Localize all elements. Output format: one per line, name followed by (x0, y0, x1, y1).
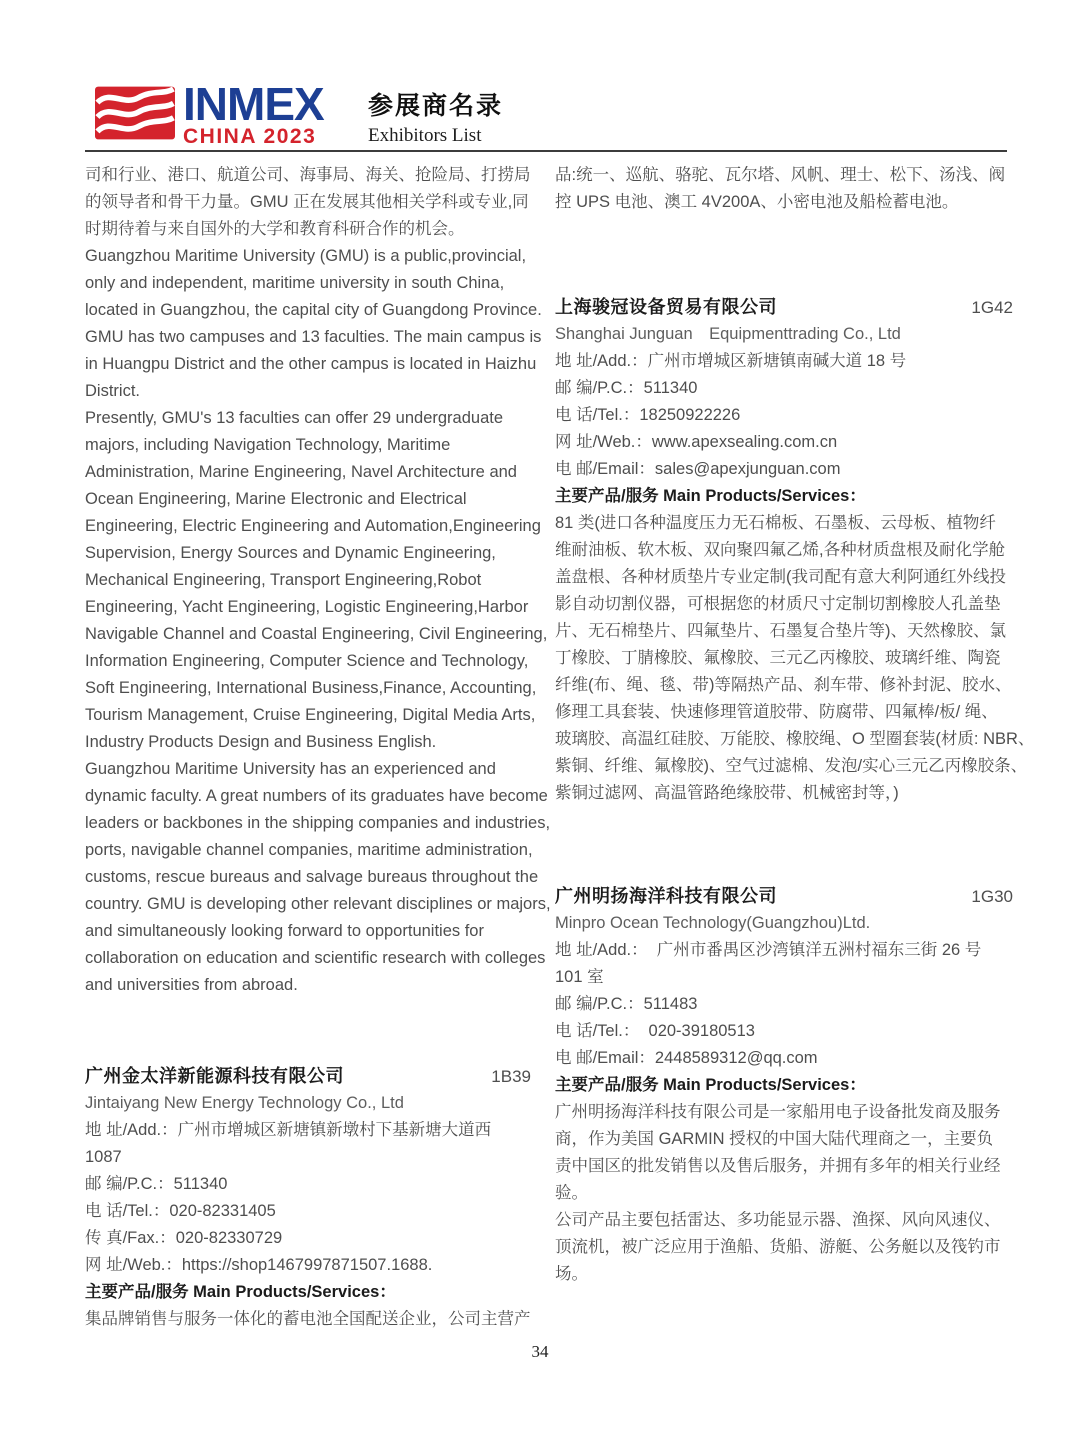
text-line: Engineering, Electric Engineering and Automation,Engineering (85, 517, 541, 535)
text-line: Industry Products Design and Business English. (85, 733, 437, 751)
booth-number: 1G30 (971, 887, 1013, 906)
text-line: Tourism Management, Cruise Engineering, Digital Media Arts, (85, 706, 536, 724)
left-column (85, 162, 551, 1333)
inmex-logo (95, 78, 324, 149)
company-name-en: Shanghai Junguan Equipmenttrading Co., Ltd (555, 325, 901, 343)
exhibitor-entry-minpro (555, 883, 1013, 1288)
text-line: 丁橡胶、丁腈橡胶、氟橡胶、三元乙丙橡胶、玻璃纤维、陶瓷 (555, 649, 1001, 667)
text-line: country. GMU is developing other relevant disciplines or majors, (85, 895, 551, 913)
continued-products-text (555, 162, 1013, 216)
text-line: Guangzhou Maritime University (GMU) is a public,provincial, (85, 247, 527, 265)
text-line: 公司产品主要包括雷达、多功能显示器、渔探、风向风速仪、 (555, 1211, 1001, 1229)
text-line: 电 话/Tel.：020-82331405 (85, 1202, 276, 1220)
document-title (368, 86, 503, 147)
logo-brand: INMEX (183, 78, 324, 130)
text-line: 修理工具套装、快速修理管道胶带、防腐带、四氟棒/板/ 绳、 (555, 703, 998, 721)
main-products-label: 主要产品/服务 Main Products/Services： (555, 1076, 866, 1094)
text-line: 集品牌销售与服务一体化的蓄电池全国配送企业，公司主营产 (85, 1310, 531, 1328)
company-name-cn: 广州金太洋新能源科技有限公司 (85, 1066, 344, 1086)
text-line: Administration, Marine Engineering, Navel Architecture and (85, 463, 517, 481)
company-contact-info (555, 348, 1013, 483)
text-line: Soft Engineering, International Business,Finance, Accounting, (85, 679, 537, 697)
company-name-cn: 广州明扬海洋科技有限公司 (555, 886, 777, 906)
text-line: 紫铜、纤维、氟橡胶)、空气过滤棉、发泡/实心三元乙丙橡胶条、 (555, 757, 1028, 775)
text-line: 控 UPS 电池、澳工 4V200A、小密电池及船检蓄电池。 (555, 193, 959, 211)
text-line: and simultaneously looking forward to opportunities for (85, 922, 484, 940)
text-line: 玻璃胶、高温红硅胶、万能胶、橡胶绳、O 型圈套装(材质: NBR、 (555, 730, 1035, 748)
gmu-profile-text (85, 162, 551, 999)
company-products-text (555, 1099, 1013, 1288)
exhibitor-entry-jintaiyang (85, 1063, 531, 1333)
header-divider (85, 150, 1007, 152)
text-line: GMU has two campuses and 13 faculties. The main campus is (85, 328, 542, 346)
text-line: 地 址/Add.：广州市增城区新塘镇南碱大道 18 号 (555, 352, 907, 370)
booth-number: 1G42 (971, 298, 1013, 317)
text-line: located in Guangzhou, the capital city of Guangdong Province. (85, 301, 542, 319)
text-line: Guangzhou Maritime University has an experienced and (85, 760, 496, 778)
text-line: 传 真/Fax.：020-82330729 (85, 1229, 283, 1247)
logo-sub: CHINA 2023 (183, 125, 317, 148)
text-line: 电 邮/Email：sales@apexjunguan.com (555, 460, 841, 478)
company-name-en: Jintaiyang New Energy Technology Co., Ltd (85, 1094, 404, 1112)
text-line: Ocean Engineering, Marine Electronic and Electrical (85, 490, 467, 508)
text-line: dynamic faculty. A great numbers of its graduates have become (85, 787, 548, 805)
company-header (555, 294, 1013, 321)
text-line: 责中国区的批发销售以及售后服务，并拥有多年的相关行业经 (555, 1157, 1001, 1175)
text-line: District. (85, 382, 140, 400)
text-line: leaders or backbones in the shipping companies and industries, (85, 814, 551, 832)
text-line: Information Engineering, Computer Science and Technology, (85, 652, 529, 670)
text-line: Mechanical Engineering, Transport Engineering,Robot (85, 571, 482, 589)
company-header (85, 1063, 531, 1090)
company-header (555, 883, 1013, 910)
company-products-text (85, 1306, 531, 1333)
page-number: 34 (531, 1342, 549, 1361)
text-line: 盖盘根、各种材质垫片专业定制(我司配有意大利阿通红外线投 (555, 568, 1006, 586)
text-line: 邮 编/P.C.：511340 (85, 1175, 228, 1193)
text-line: only and independent, maritime university in south China, (85, 274, 505, 292)
company-contact-info (555, 937, 1013, 1072)
main-products-label: 主要产品/服务 Main Products/Services： (555, 487, 866, 505)
text-line: 网 址/Web.：https://shop1467997871507.1688. (85, 1256, 433, 1274)
text-line: 验。 (555, 1184, 588, 1202)
waves-icon (95, 84, 175, 142)
text-line: 影自动切割仪器，可根据您的材质尺寸定制切割橡胶人孔盖垫 (555, 595, 1001, 613)
text-line: 司和行业、港口、航道公司、海事局、海关、抢险局、打捞局 (85, 166, 531, 184)
text-line: 电 话/Tel.：18250922226 (555, 406, 741, 424)
text-line: 邮 编/P.C.：511483 (555, 995, 698, 1013)
text-line: 101 室 (555, 968, 604, 986)
text-line: Supervision, Energy Sources and Dynamic Engineering, (85, 544, 496, 562)
text-line: 地 址/Add.：广州市增城区新塘镇新墩村下基新塘大道西 (85, 1121, 492, 1139)
title-english: Exhibitors List (368, 125, 482, 146)
text-line: Presently, GMU's 13 faculties can offer 29 undergraduate (85, 409, 504, 427)
text-line: 的领导者和骨干力量。GMU 正在发展其他相关学科或专业,同 (85, 193, 529, 211)
text-line: 网 址/Web.：www.apexsealing.com.cn (555, 433, 838, 451)
text-line: 1087 (85, 1148, 122, 1166)
text-line: 纤维(布、绳、毯、带)等隔热产品、刹车带、修补封泥、胶水、 (555, 676, 1012, 694)
text-line: and universities from abroad. (85, 976, 298, 994)
text-line: 品:统一、巡航、骆驼、瓦尔塔、风帆、理士、松下、汤浅、阀 (555, 166, 1006, 184)
text-line: in Huangpu District and the other campus is located in Haizhu (85, 355, 537, 373)
exhibitor-entry-junguan (555, 294, 1035, 807)
title-chinese: 参展商名录 (368, 92, 504, 120)
company-products-text (555, 510, 1035, 807)
text-line: 顶流机，被广泛应用于渔船、货船、游艇、公务艇以及筏钓市 (555, 1238, 1001, 1256)
text-line: majors, including Navigation Technology, Maritime (85, 436, 451, 454)
booth-number: 1B39 (491, 1067, 531, 1086)
text-line: 电 话/Tel.： 020-39180513 (555, 1022, 755, 1040)
text-line: 81 类(进口各种温度压力无石棉板、石墨板、云母板、植物纤 (555, 514, 996, 532)
text-line: Engineering, Yacht Engineering, Logistic Engineering,Harbor (85, 598, 529, 616)
text-line: 邮 编/P.C.：511340 (555, 379, 698, 397)
text-line: collaboration on education and scientific research with colleges (85, 949, 546, 967)
text-line: 商，作为美国 GARMIN 授权的中国大陆代理商之一，主要负 (555, 1130, 994, 1148)
text-line: 广州明扬海洋科技有限公司是一家船用电子设备批发商及服务 (555, 1103, 1001, 1121)
text-line: 维耐油板、软木板、双向聚四氟乙烯,各种材质盘根及耐化学舱 (555, 541, 1006, 559)
text-line: 片、无石棉垫片、四氟垫片、石墨复合垫片等)、天然橡胶、氯 (555, 622, 1006, 640)
right-column (555, 162, 1035, 1288)
text-line: 地 址/Add.： 广州市番禺区沙湾镇洋五洲村福东三街 26 号 (555, 941, 982, 959)
text-line: 场。 (555, 1265, 588, 1283)
text-line: 电 邮/Email：2448589312@qq.com (555, 1049, 818, 1067)
text-line: 紫铜过滤网、高温管路绝缘胶带、机械密封等，) (555, 784, 899, 802)
text-line: 时期待着与来自国外的大学和教育科研合作的机会。 (85, 220, 465, 238)
company-name-en: Minpro Ocean Technology(Guangzhou)Ltd. (555, 914, 871, 932)
text-line: customs, rescue bureaus and salvage bureaus throughout the (85, 868, 539, 886)
company-name-cn: 上海骏冠设备贸易有限公司 (555, 297, 777, 317)
text-line: ports, navigable channel companies, maritime administration, (85, 841, 533, 859)
company-contact-info (85, 1117, 531, 1279)
logo-text (183, 78, 324, 149)
text-line: Navigable Channel and Coastal Engineering, Civil Engineering, (85, 625, 548, 643)
main-products-label: 主要产品/服务 Main Products/Services： (85, 1283, 396, 1301)
